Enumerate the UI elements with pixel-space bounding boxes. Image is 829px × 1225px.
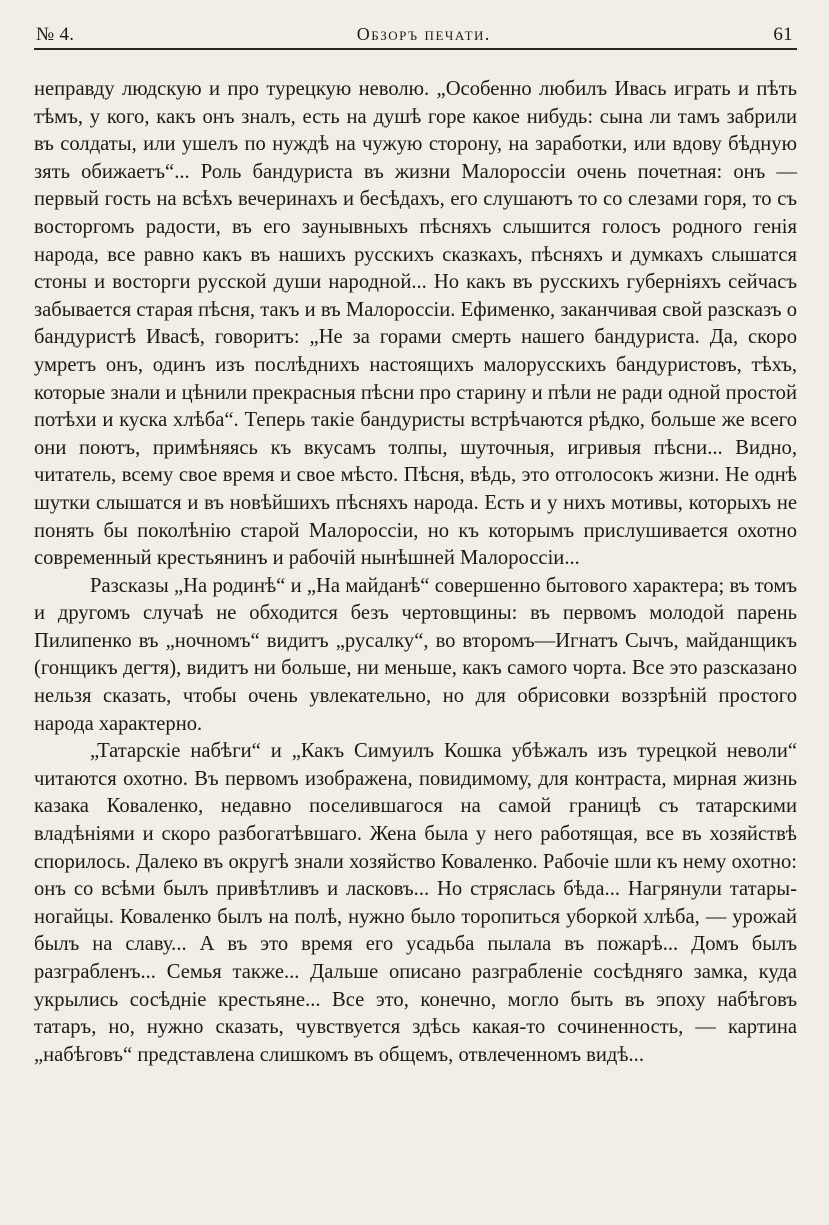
page-number: 61 <box>773 24 793 45</box>
issue-number: № 4. <box>36 24 75 45</box>
article-body <box>34 76 797 1069</box>
section-title: Обзоръ печати. <box>356 24 491 44</box>
running-header <box>34 24 797 50</box>
paragraph-stories-homeland: Разсказы „На родинѣ“ и „На майданѣ“ совершенно бытового характера; въ томъ и другомъ случаѣ не обходится безъ чертовщины: въ первомъ молодой парень Пилипенко въ „ночномъ“ видитъ „русалку“, во второмъ—Игнатъ Сычъ, майданщикъ (гонщикъ дегтя), видитъ ни больше, ни меньше, какъ самого чорта. Все это разсказано нельзя сказать, чтобы очень увлекательно, но для обрисовки воззрѣній простого народа характерно. <box>34 574 797 735</box>
paragraph-continuation: неправду людскую и про турецкую неволю. „Особенно любилъ Ивась играть и пѣть тѣмъ, у кого, какъ онъ зналъ, есть на душѣ горе какое нибудь: сына ли тамъ забрили въ солдаты, или ушелъ по нуждѣ на чужую сторону, на заработки, или вдову бѣдную зять обижаетъ“... Роль бандуриста въ жизни Малороссіи очень почетная: онъ — первый гость на всѣхъ вечеринахъ и бесѣдахъ, его слушаютъ то со слезами горя, то съ восторгомъ радости, въ его заунывныхъ пѣсняхъ слышится голосъ родного генія народа, все равно какъ въ нашихъ русскихъ сказкахъ, пѣсняхъ и думкахъ слышатся стоны и восторги русской души народной... Но какъ въ русскихъ губерніяхъ сейчасъ забывается старая пѣсня, такъ и въ Малороссіи. Ефименко, заканчивая свой разсказъ о бандуристѣ Ивасѣ, говоритъ: „Не за горами смерть нашего бандуриста. Да, скоро умретъ онъ, одинъ изъ послѣднихъ настоящихъ малорусскихъ бандуристовъ, тѣхъ, которые знали и цѣнили прекрасныя пѣсни про старину и пѣли не ради одной простой потѣхи и куска хлѣба“. Теперь такіе бандуристы встрѣчаются рѣдко, больше же всего они поютъ, примѣняясь къ вкусамъ толпы, шуточныя, игривыя пѣсни... Видно, читатель, всему свое время и свое мѣсто. Пѣсня, вѣдь, это отголосокъ жизни. Не однѣ шутки слышатся и въ новѣйшихъ пѣсняхъ народа. Есть и у нихъ мотивы, которыхъ не понять бы поколѣнію старой Малороссіи, но къ которымъ прислушивается охотно современный крестьянинъ и рабочій нынѣшней Малороссіи... <box>34 78 797 570</box>
paragraph-tatar-raids: „Татарскіе набѣги“ и „Какъ Симуилъ Кошка убѣжалъ изъ турецкой неволи“ читаются охотно. Въ первомъ изображена, повидимому, для контраста, мирная жизнь казака Коваленко, недавно поселившагося на самой границѣ съ татарскими владѣніями и скоро разбогатѣвшаго. Жена была у него работящая, все въ хозяйствѣ спорилось. Далеко въ округѣ знали хозяйство Коваленко. Рабочіе шли къ нему охотно: онъ со всѣми былъ привѣтливъ и ласковъ... Но стряслась бѣда... Нагрянули татары-ногайцы. Коваленко былъ на полѣ, нужно было торопиться уборкой хлѣба, — урожай былъ на славу... А въ это время его усадьба пылала въ пожарѣ... Домъ былъ разграбленъ... Семья также... Дальше описано разграбленіе сосѣдняго замка, куда укрылись сосѣдніе крестьяне... Все это, конечно, могло быть въ эпоху набѣговъ татаръ, но, нужно сказать, чувствуется здѣсь какая-то сочиненность, — картина „набѣговъ“ представлена слишкомъ въ общемъ, отвлеченномъ видѣ... <box>34 740 797 1066</box>
